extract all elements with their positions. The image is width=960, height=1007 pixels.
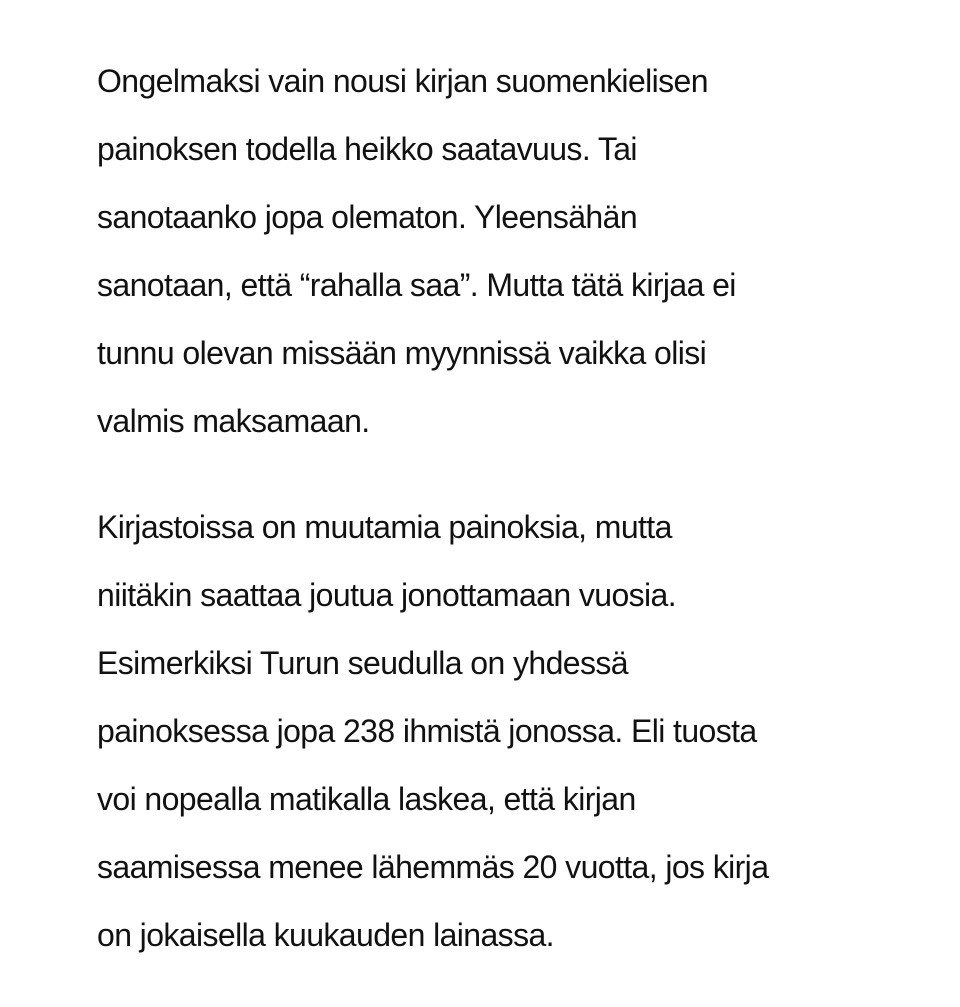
text-line: niitäkin saattaa joutua jonottamaan vuosia. <box>97 577 677 613</box>
text-line: sanotaan, että “rahalla saa”. Mutta tätä kirjaa ei <box>97 267 736 303</box>
text-line: Ongelmaksi vain nousi kirjan suomenkielisen <box>97 63 708 99</box>
text-line: sanotaanko jopa olematon. Yleensähän <box>97 199 638 235</box>
text-line: Esimerkiksi Turun seudulla on yhdessä <box>97 645 628 681</box>
text-line: valmis maksamaan. <box>97 403 370 439</box>
text-line: painoksen todella heikko saatavuus. Tai <box>97 131 637 167</box>
text-line: tunnu olevan missään myynnissä vaikka olisi <box>97 335 707 371</box>
text-line: painoksessa jopa 238 ihmistä jonossa. Eli tuosta <box>97 713 757 749</box>
paragraph-availability <box>97 47 897 455</box>
paragraph-libraries <box>97 493 897 969</box>
text-line: voi nopealla matikalla laskea, että kirjan <box>97 781 636 817</box>
article-body <box>97 47 897 1007</box>
text-line: on jokaisella kuukauden lainassa. <box>97 917 554 953</box>
text-line: Kirjastoissa on muutamia painoksia, mutta <box>97 509 672 545</box>
text-line: saamisessa menee lähemmäs 20 vuotta, jos kirja <box>97 849 769 885</box>
